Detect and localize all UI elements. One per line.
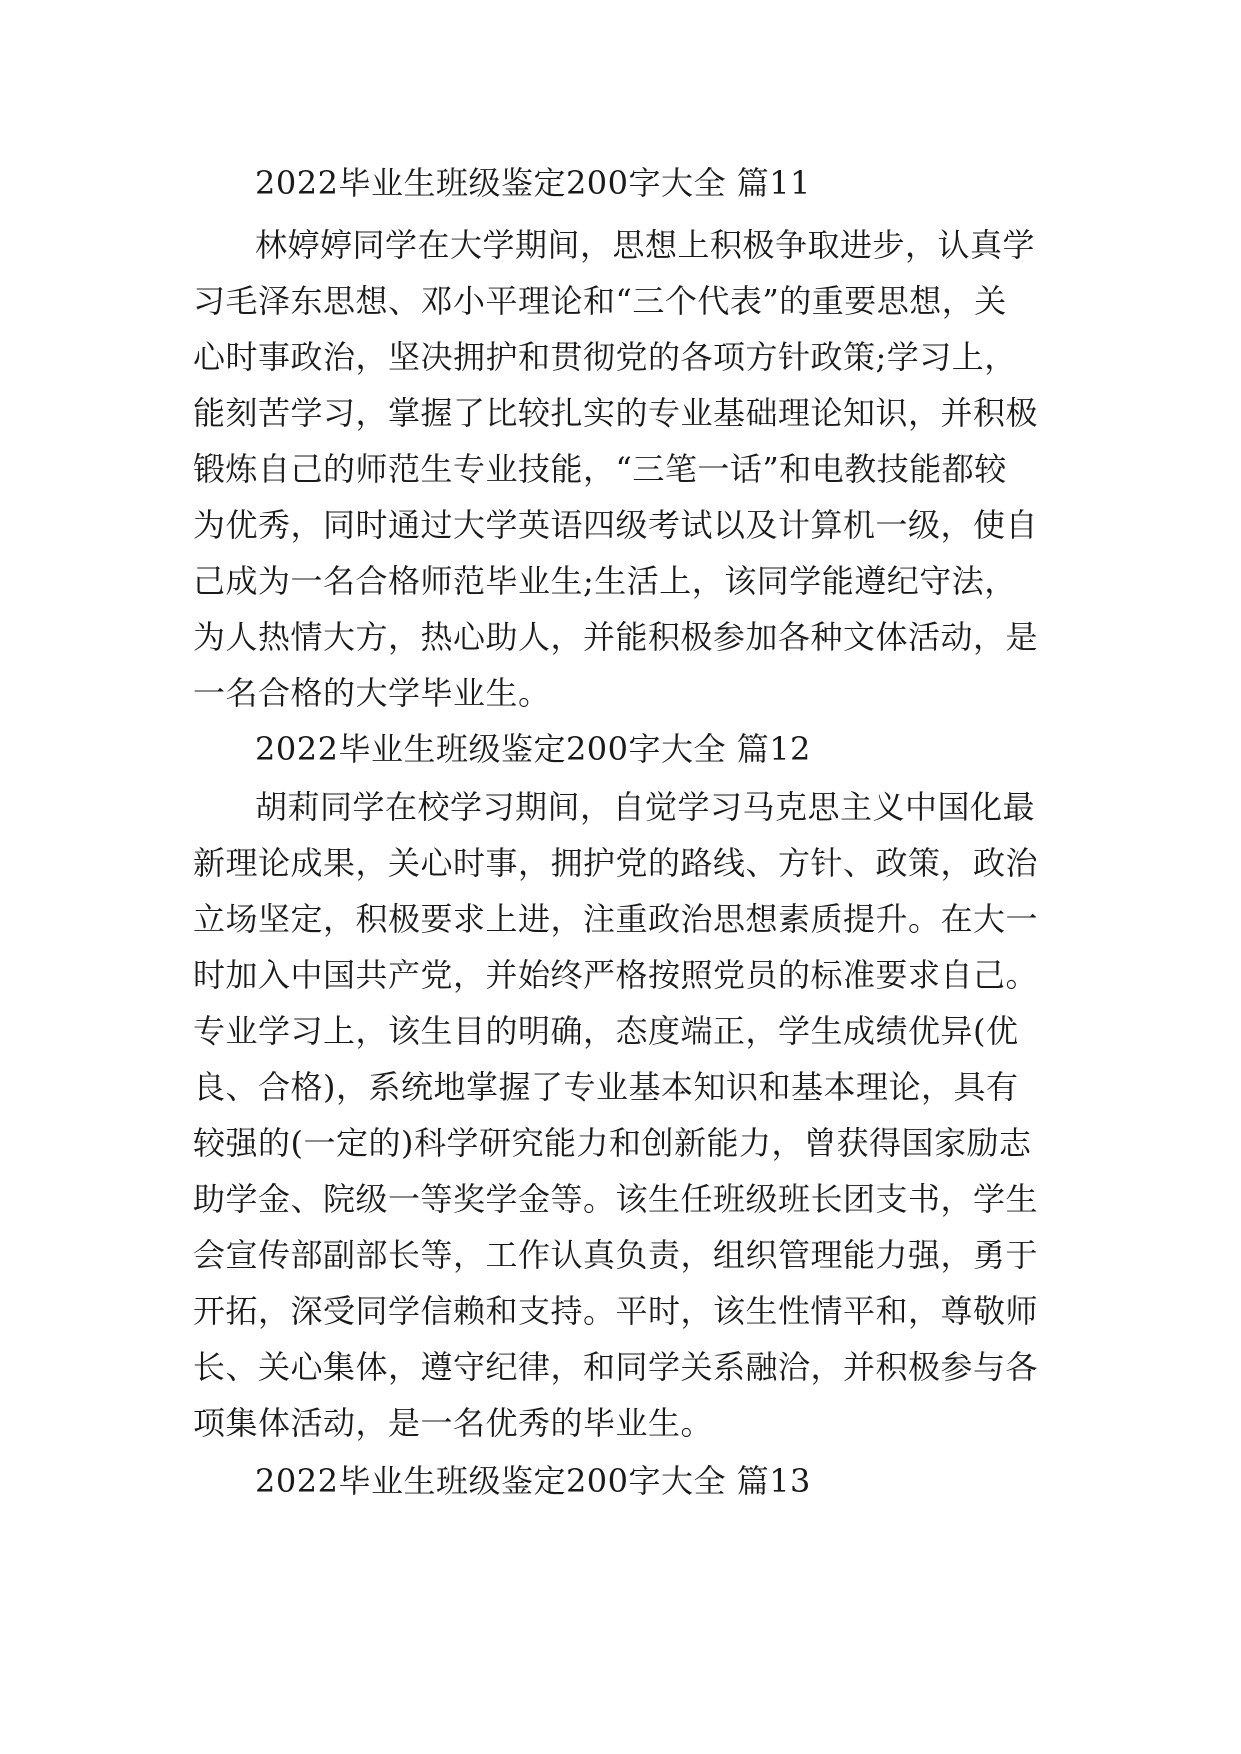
paragraph-line: 长、关心集体，遵守纪律，和同学关系融洽，并积极参与各 — [193, 1348, 1039, 1386]
paragraph-line: 胡莉同学在校学习期间，自觉学习马克思主义中国化最 — [255, 788, 1036, 826]
paragraph-line: 为人热情大方，热心助人，并能积极参加各种文体活动，是 — [193, 618, 1039, 656]
paragraph-line: 锻炼自己的师范生专业技能，“三笔一话”和电教技能都较 — [193, 450, 1007, 488]
paragraph-line: 能刻苦学习，掌握了比较扎实的专业基础理论知识，并积极 — [193, 394, 1039, 432]
paragraph-line: 一名合格的大学毕业生。 — [193, 674, 551, 712]
paragraph-line: 项集体活动，是一名优秀的毕业生。 — [193, 1404, 714, 1442]
paragraph-line: 会宣传部副部长等，工作认真负责，组织管理能力强，勇于 — [193, 1236, 1039, 1274]
paragraph-line: 时加入中国共产党，并始终严格按照党员的标准要求自己。 — [193, 956, 1039, 994]
paragraph-line: 良、合格)，系统地掌握了专业基本知识和基本理论，具有 — [193, 1068, 1019, 1106]
paragraph-line: 专业学习上，该生目的明确，态度端正，学生成绩优异(优 — [193, 1012, 1019, 1050]
section-heading-12: 2022毕业生班级鉴定200字大全 篇12 — [255, 730, 811, 768]
paragraph-line: 开拓，深受同学信赖和支持。平时，该生性情平和，尊敬师 — [193, 1292, 1039, 1330]
paragraph-line: 己成为一名合格师范毕业生;生活上，该同学能遵纪守法， — [193, 562, 1017, 600]
paragraph-line: 助学金、院级一等奖学金等。该生任班级班长团支书，学生 — [193, 1180, 1039, 1218]
paragraph-line: 立场坚定，积极要求上进，注重政治思想素质提升。在大一 — [193, 900, 1039, 938]
section-heading-13: 2022毕业生班级鉴定200字大全 篇13 — [255, 1462, 811, 1500]
section-heading-11: 2022毕业生班级鉴定200字大全 篇11 — [255, 164, 811, 202]
paragraph-line: 新理论成果，关心时事，拥护党的路线、方针、政策，政治 — [193, 844, 1039, 882]
paragraph-line: 心时事政治，坚决拥护和贯彻党的各项方针政策;学习上， — [193, 338, 1017, 376]
paragraph-line: 习毛泽东思想、邓小平理论和“三个代表”的重要思想，关 — [193, 282, 1007, 320]
paragraph-line: 为优秀，同时通过大学英语四级考试以及计算机一级，使自 — [193, 506, 1039, 544]
paragraph-line: 较强的(一定的)科学研究能力和创新能力，曾获得国家励志 — [193, 1124, 1032, 1162]
paragraph-line: 林婷婷同学在大学期间，思想上积极争取进步，认真学 — [255, 226, 1036, 264]
